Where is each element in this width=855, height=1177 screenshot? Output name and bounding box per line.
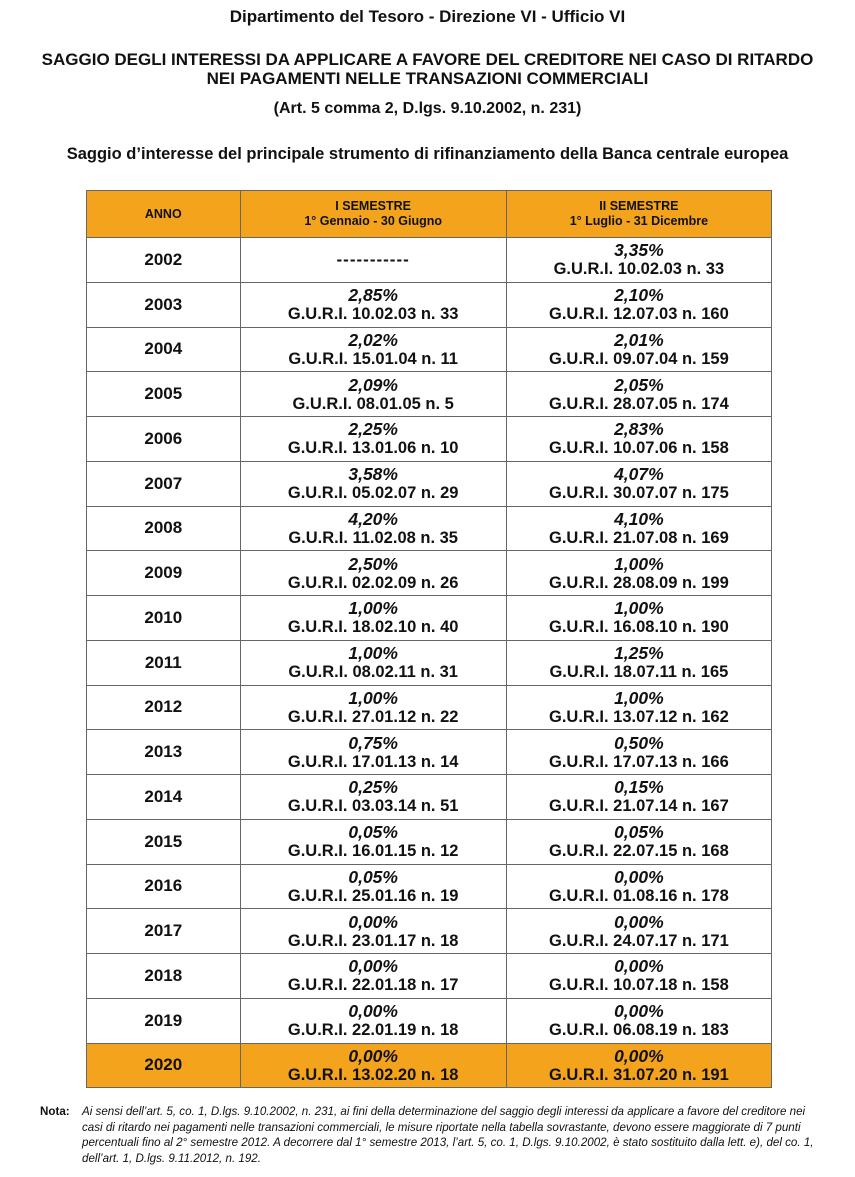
table-row <box>87 372 772 417</box>
semester-1-cell <box>240 596 506 641</box>
header-semester-2-period: 1° Luglio - 31 Dicembre <box>569 214 709 228</box>
semester-2-gazette-reference: G.U.R.I. 16.08.10 n. 190 <box>549 618 729 637</box>
semester-2-gazette-reference: G.U.R.I. 22.07.15 n. 168 <box>549 842 729 861</box>
semester-1-gazette-reference: G.U.R.I. 10.02.03 n. 33 <box>287 305 459 324</box>
table-body <box>87 238 772 1088</box>
semester-1-gazette-reference: G.U.R.I. 11.02.08 n. 35 <box>288 528 458 547</box>
semester-2-cell <box>506 596 771 641</box>
semester-1-cell <box>240 640 506 685</box>
year-cell: 2009 <box>87 551 241 596</box>
table-row <box>87 238 772 283</box>
table-row <box>87 327 772 372</box>
semester-1-cell <box>240 819 506 864</box>
year-cell: 2020 <box>87 1043 241 1088</box>
semester-1-gazette-reference: G.U.R.I. 16.01.15 n. 12 <box>287 842 459 861</box>
semester-1-rate: 0,00% <box>348 1001 398 1022</box>
table-header-row <box>87 191 772 238</box>
semester-2-rate: 0,00% <box>614 911 664 932</box>
table-row <box>87 640 772 685</box>
semester-2-gazette-reference: G.U.R.I. 21.07.08 n. 169 <box>549 528 729 547</box>
year-cell: 2007 <box>87 461 241 506</box>
year-cell: 2017 <box>87 909 241 954</box>
semester-1-gazette-reference: G.U.R.I. 08.02.11 n. 31 <box>288 663 458 682</box>
semester-1-gazette-reference: G.U.R.I. 22.01.19 n. 18 <box>287 1021 459 1040</box>
header-semester-2-title: II SEMESTRE <box>599 199 679 213</box>
semester-1-gazette-reference: G.U.R.I. 13.02.20 n. 18 <box>287 1065 459 1084</box>
department-heading: Dipartimento del Tesoro - Direzione VI - Ufficio VI <box>229 7 626 26</box>
semester-2-cell <box>506 864 771 909</box>
footnote-text: Ai sensi dell’art. 5, co. 1, D.lgs. 9.10.2002, n. 231, ai fini della determinazione del saggio degli interessi da applicare a favore del creditore nei casi di ritardo nei pagamenti nelle transazioni commerciali, le misure riportate nella tabella sovrastante, devono essere maggiorate di 7 punti percentuali fino al 2° semestre 2012. A decorrere dal 1° semestre 2013, l’art. 5, co. 1, D.lgs. 9.10.2002, è stato sostituito dalla lett. e), del co. 1, dell’art. 1, D.lgs. 9.11.2012, n. 192. <box>82 1105 814 1165</box>
semester-1-rate: 2,85% <box>348 285 398 306</box>
header-semester-2 <box>506 191 771 238</box>
semester-2-rate: 3,35% <box>614 240 664 261</box>
semester-1-cell <box>240 551 506 596</box>
semester-2-rate: 0,50% <box>614 732 664 753</box>
semester-2-gazette-reference: G.U.R.I. 10.02.03 n. 33 <box>553 260 725 279</box>
year-cell: 2002 <box>87 238 241 283</box>
semester-1-gazette-reference: G.U.R.I. 17.01.13 n. 14 <box>287 752 459 771</box>
semester-1-rate: 2,25% <box>348 419 398 440</box>
semester-1-gazette-reference: G.U.R.I. 27.01.12 n. 22 <box>287 707 459 726</box>
semester-1-rate: 2,09% <box>348 374 398 395</box>
semester-2-gazette-reference: G.U.R.I. 13.07.12 n. 162 <box>549 707 729 726</box>
semester-2-gazette-reference: G.U.R.I. 24.07.17 n. 171 <box>549 931 729 950</box>
table-row <box>87 282 772 327</box>
semester-1-rate: 0,05% <box>348 822 398 843</box>
semester-1-rate: 4,20% <box>348 508 398 529</box>
table-row <box>87 775 772 820</box>
semester-1-rate: 2,50% <box>348 553 398 574</box>
semester-1-gazette-reference: G.U.R.I. 15.01.04 n. 11 <box>288 349 458 368</box>
semester-1-gazette-reference: G.U.R.I. 08.01.05 n. 5 <box>292 394 454 413</box>
semester-2-rate: 0,00% <box>614 1001 664 1022</box>
semester-1-gazette-reference: G.U.R.I. 02.02.09 n. 26 <box>287 573 459 592</box>
semester-2-cell <box>506 685 771 730</box>
semester-2-gazette-reference: G.U.R.I. 18.07.11 n. 165 <box>549 663 729 682</box>
semester-2-rate: 4,10% <box>614 508 664 529</box>
year-cell: 2005 <box>87 372 241 417</box>
table-row <box>87 1043 772 1088</box>
semester-2-gazette-reference: G.U.R.I. 09.07.04 n. 159 <box>549 349 729 368</box>
semester-2-gazette-reference: G.U.R.I. 21.07.14 n. 167 <box>549 797 729 816</box>
semester-1-rate: 0,00% <box>348 956 398 977</box>
semester-2-gazette-reference: G.U.R.I. 10.07.06 n. 158 <box>549 439 729 458</box>
semester-2-gazette-reference: G.U.R.I. 28.08.09 n. 199 <box>549 573 729 592</box>
semester-1-rate: 0,00% <box>348 1045 398 1066</box>
semester-2-gazette-reference: G.U.R.I. 10.07.18 n. 158 <box>549 976 729 995</box>
year-cell: 2014 <box>87 775 241 820</box>
semester-2-gazette-reference: G.U.R.I. 31.07.20 n. 191 <box>549 1065 729 1084</box>
semester-1-rate: 0,00% <box>348 911 398 932</box>
header-year: ANNO <box>87 191 241 238</box>
semester-2-rate: 2,10% <box>614 285 664 306</box>
semester-2-cell <box>506 775 771 820</box>
semester-1-cell <box>240 730 506 775</box>
year-cell: 2012 <box>87 685 241 730</box>
table-row <box>87 506 772 551</box>
footnote-label: Nota: <box>40 1105 70 1118</box>
table-row <box>87 551 772 596</box>
semester-2-rate: 1,25% <box>614 643 664 664</box>
semester-1-cell <box>240 282 506 327</box>
semester-2-cell <box>506 640 771 685</box>
title-line-2: NEI PAGAMENTI NELLE TRANSAZIONI COMMERCIALI <box>206 69 649 88</box>
semester-1-rate: 1,00% <box>348 598 398 619</box>
semester-2-gazette-reference: G.U.R.I. 06.08.19 n. 183 <box>549 1021 729 1040</box>
semester-2-rate: 1,00% <box>614 553 664 574</box>
header-semester-1-period: 1° Gennaio - 30 Giugno <box>304 214 442 228</box>
year-cell: 2010 <box>87 596 241 641</box>
semester-2-cell <box>506 327 771 372</box>
table-row <box>87 864 772 909</box>
semester-2-rate: 2,05% <box>614 374 664 395</box>
semester-1-cell <box>240 238 506 283</box>
semester-1-rate: 1,00% <box>348 643 398 664</box>
semester-1-cell <box>240 506 506 551</box>
semester-2-gazette-reference: G.U.R.I. 01.08.16 n. 178 <box>549 886 729 905</box>
table-row <box>87 417 772 462</box>
semester-2-cell <box>506 998 771 1043</box>
semester-1-cell <box>240 775 506 820</box>
semester-1-cell <box>240 909 506 954</box>
table-row <box>87 909 772 954</box>
table-row <box>87 819 772 864</box>
semester-1-cell <box>240 685 506 730</box>
semester-2-cell <box>506 1043 771 1088</box>
semester-2-cell <box>506 372 771 417</box>
semester-1-cell <box>240 1043 506 1088</box>
table-row <box>87 730 772 775</box>
table-row <box>87 685 772 730</box>
semester-2-gazette-reference: G.U.R.I. 17.07.13 n. 166 <box>549 752 729 771</box>
semester-2-rate: 4,07% <box>614 464 664 485</box>
semester-1-rate: 0,05% <box>348 866 398 887</box>
semester-1-gazette-reference: G.U.R.I. 23.01.17 n. 18 <box>287 931 459 950</box>
year-cell: 2004 <box>87 327 241 372</box>
semester-2-cell <box>506 238 771 283</box>
semester-2-cell <box>506 819 771 864</box>
document-title <box>0 50 855 88</box>
semester-2-cell <box>506 506 771 551</box>
year-cell: 2019 <box>87 998 241 1043</box>
year-cell: 2016 <box>87 864 241 909</box>
semester-2-gazette-reference: G.U.R.I. 30.07.07 n. 175 <box>549 484 729 503</box>
semester-2-rate: 0,05% <box>614 822 664 843</box>
year-cell: 2011 <box>87 640 241 685</box>
semester-1-cell <box>240 327 506 372</box>
semester-1-cell <box>240 998 506 1043</box>
title-line-1: SAGGIO DEGLI INTERESSI DA APPLICARE A FAVORE DEL CREDITORE NEI CASO DI RITARDO <box>41 50 814 69</box>
year-cell: 2013 <box>87 730 241 775</box>
semester-2-cell <box>506 417 771 462</box>
semester-1-rate: 3,58% <box>348 464 398 485</box>
table-row <box>87 596 772 641</box>
semester-1-cell <box>240 461 506 506</box>
semester-2-rate: 1,00% <box>614 598 664 619</box>
table-row <box>87 954 772 999</box>
interest-rate-table <box>86 190 772 1088</box>
semester-1-rate: 2,02% <box>348 329 398 350</box>
semester-1-cell <box>240 372 506 417</box>
semester-1-cell <box>240 417 506 462</box>
semester-2-gazette-reference: G.U.R.I. 12.07.03 n. 160 <box>549 305 729 324</box>
semester-1-gazette-reference: G.U.R.I. 22.01.18 n. 17 <box>287 976 459 995</box>
semester-1-rate: 0,75% <box>348 732 398 753</box>
year-cell: 2006 <box>87 417 241 462</box>
year-cell: 2018 <box>87 954 241 999</box>
semester-1-gazette-reference: G.U.R.I. 03.03.14 n. 51 <box>287 797 459 816</box>
semester-1-gazette-reference: G.U.R.I. 13.01.06 n. 10 <box>287 439 459 458</box>
year-cell: 2015 <box>87 819 241 864</box>
semester-2-gazette-reference: G.U.R.I. 28.07.05 n. 174 <box>549 394 729 413</box>
semester-2-rate: 1,00% <box>614 687 664 708</box>
semester-2-rate: 2,83% <box>614 419 664 440</box>
semester-1-cell <box>240 864 506 909</box>
semester-2-rate: 0,00% <box>614 866 664 887</box>
semester-1-rate: 0,25% <box>348 777 398 798</box>
header-semester-1-title: I SEMESTRE <box>335 199 412 213</box>
semester-2-cell <box>506 909 771 954</box>
empty-marker: ----------- <box>336 249 410 269</box>
semester-2-rate: 0,00% <box>614 1045 664 1066</box>
semester-2-rate: 0,15% <box>614 777 664 798</box>
semester-2-cell <box>506 551 771 596</box>
table-row <box>87 998 772 1043</box>
table-subtitle: Saggio d’interesse del principale strumento di rifinanziamento della Banca centrale europea <box>66 145 789 163</box>
semester-1-gazette-reference: G.U.R.I. 05.02.07 n. 29 <box>287 484 459 503</box>
table-row <box>87 461 772 506</box>
semester-1-gazette-reference: G.U.R.I. 18.02.10 n. 40 <box>287 618 459 637</box>
semester-1-rate: 1,00% <box>348 687 398 708</box>
semester-1-cell <box>240 954 506 999</box>
semester-2-cell <box>506 954 771 999</box>
semester-2-rate: 2,01% <box>614 329 664 350</box>
law-reference: (Art. 5 comma 2, D.lgs. 9.10.2002, n. 231) <box>273 100 582 117</box>
semester-1-gazette-reference: G.U.R.I. 25.01.16 n. 19 <box>287 886 459 905</box>
semester-2-cell <box>506 730 771 775</box>
header-semester-1 <box>240 191 506 238</box>
semester-2-rate: 0,00% <box>614 956 664 977</box>
year-cell: 2008 <box>87 506 241 551</box>
semester-2-cell <box>506 282 771 327</box>
year-cell: 2003 <box>87 282 241 327</box>
semester-2-cell <box>506 461 771 506</box>
